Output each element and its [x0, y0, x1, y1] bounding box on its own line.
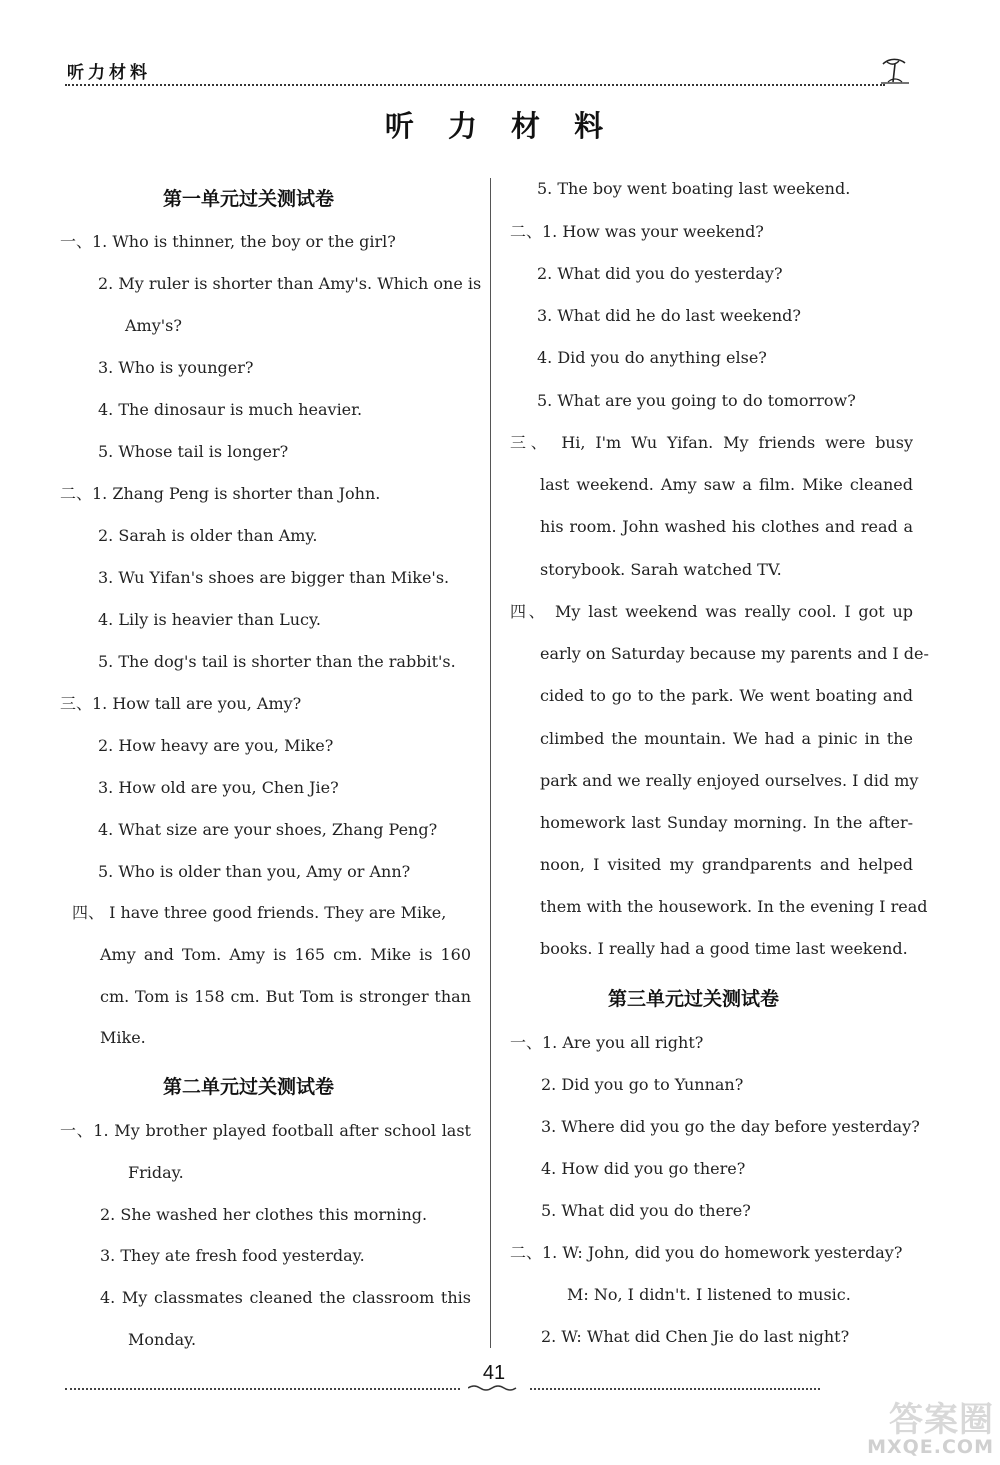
left-line: 2. She washed her clothes this morning. [100, 1205, 428, 1224]
left-line: 5. Whose tail is longer? [98, 442, 289, 461]
left-line: 一、1. Who is thinner, the boy or the girl? [60, 232, 396, 251]
left-line: 4. My classmates cleaned the classroom this [100, 1288, 471, 1307]
right-line: them with the housework. In the evening I read [540, 897, 928, 916]
left-line: Amy and Tom. Amy is 165 cm. Mike is 160 [100, 945, 471, 964]
right-line: 5. What are you going to do tomorrow? [537, 391, 856, 410]
column-divider [490, 178, 491, 1348]
watermark [818, 1392, 994, 1462]
right-line: early on Saturday because my parents and I de- [540, 644, 929, 663]
left-line: 3. Wu Yifan's shoes are bigger than Mike's. [98, 568, 450, 587]
left-line: Monday. [128, 1330, 197, 1349]
right-line: park and we really enjoyed ourselves. I did my [540, 771, 919, 790]
right-line: his room. John washed his clothes and read a [540, 517, 913, 536]
palm-tree-icon [873, 56, 915, 86]
unit2-heading: 第二单元过关测试卷 [163, 1076, 335, 1098]
header-rule [65, 84, 885, 86]
right-line: storybook. Sarah watched TV. [540, 560, 782, 579]
left-line: 3. Who is younger? [98, 358, 254, 377]
left-line: 2. How heavy are you, Mike? [98, 736, 334, 755]
left-line: 4. What size are your shoes, Zhang Peng? [98, 820, 438, 839]
running-header [65, 56, 915, 90]
right-line: 5. What did you do there? [541, 1201, 751, 1220]
right-line: 2. Did you go to Yunnan? [541, 1075, 744, 1094]
left-line: cm. Tom is 158 cm. But Tom is stronger than [100, 987, 471, 1006]
right-line: 5. The boy went boating last weekend. [537, 179, 851, 198]
left-line: 5. Who is older than you, Amy or Ann? [98, 862, 411, 881]
left-line: 一、1. My brother played football after school last [60, 1121, 471, 1140]
left-line: 二、1. Zhang Peng is shorter than John. [60, 484, 381, 503]
right-line: climbed the mountain. We had a pinic in the [540, 729, 913, 748]
unit1-heading: 第一单元过关测试卷 [163, 188, 335, 210]
left-line: Amy's? [125, 316, 182, 335]
footer-rule-right [530, 1388, 820, 1390]
right-line: 2. W: What did Chen Jie do last night? [541, 1327, 850, 1346]
watermark-url: MXQE.COM [867, 1436, 994, 1458]
right-line: 二、1. W: John, did you do homework yesterday? [510, 1243, 903, 1262]
page-number: 41 [482, 1362, 506, 1384]
right-line: 3. Where did you go the day before yesterday? [541, 1117, 920, 1136]
right-line: 三、 Hi, I'm Wu Yifan. My friends were busy [510, 433, 913, 452]
page-title: 听 力 材 料 [384, 109, 616, 143]
right-line: noon, I visited my grandparents and helped [540, 855, 913, 874]
right-line: 二、1. How was your weekend? [510, 222, 764, 241]
left-line: 2. Sarah is older than Amy. [98, 526, 318, 545]
right-line: 一、1. Are you all right? [510, 1033, 704, 1052]
left-line: 2. My ruler is shorter than Amy's. Which one is [98, 274, 482, 293]
footer-rule-left [65, 1388, 460, 1390]
watermark-logo: 答案圈 [889, 1400, 994, 1440]
right-line: homework last Sunday morning. In the after- [540, 813, 913, 832]
right-line: 2. What did you do yesterday? [537, 264, 783, 283]
left-line: 4. Lily is heavier than Lucy. [98, 610, 321, 629]
right-line: books. I really had a good time last weekend. [540, 939, 908, 958]
right-line: 四、 My last weekend was really cool. I got up [510, 602, 913, 621]
left-line: 三、1. How tall are you, Amy? [60, 694, 302, 713]
right-line: 4. Did you do anything else? [537, 348, 767, 367]
right-line: last weekend. Amy saw a film. Mike cleaned [540, 475, 913, 494]
left-line: 4. The dinosaur is much heavier. [98, 400, 363, 419]
running-header-title: 听力材料 [67, 63, 151, 83]
left-line: 5. The dog's tail is shorter than the rabbit's. [98, 652, 456, 671]
right-line: M: No, I didn't. I listened to music. [567, 1285, 851, 1304]
left-line: 四、 I have three good friends. They are Mike, [72, 903, 447, 922]
unit3-heading: 第三单元过关测试卷 [608, 988, 780, 1010]
left-line: 3. They ate fresh food yesterday. [100, 1246, 365, 1265]
right-line: 3. What did he do last weekend? [537, 306, 801, 325]
page-number-ornament [468, 1384, 520, 1392]
right-line: 4. How did you go there? [541, 1159, 746, 1178]
left-line: 3. How old are you, Chen Jie? [98, 778, 339, 797]
left-line: Friday. [128, 1163, 184, 1182]
left-line: Mike. [100, 1028, 146, 1047]
right-line: cided to go to the park. We went boating and [540, 686, 913, 705]
